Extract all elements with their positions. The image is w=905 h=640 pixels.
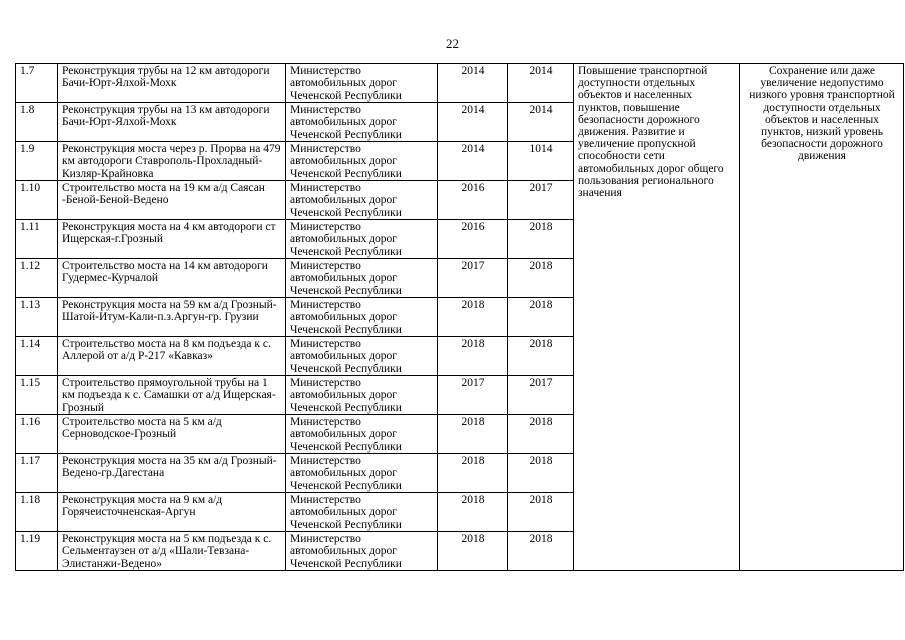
start-year: 2018 bbox=[438, 415, 508, 454]
row-number: 1.19 bbox=[16, 532, 58, 571]
end-year: 2018 bbox=[508, 220, 574, 259]
risk-consequence-cell: Сохранение или даже увеличение недопустимо низкого уровня транспортной доступности отдельных объектов и населенных пунктов, низкий уровень безопасности дорожного движения bbox=[740, 64, 904, 571]
row-number: 1.9 bbox=[16, 142, 58, 181]
measure-name: Реконструкция моста на 5 км подъезда к с. Сельментаузен от а/д «Шали-Тевзана-Элистанжи-Ведено» bbox=[58, 532, 286, 571]
start-year: 2016 bbox=[438, 220, 508, 259]
end-year: 2018 bbox=[508, 532, 574, 571]
start-year: 2016 bbox=[438, 181, 508, 220]
executor: Министерство автомобильных дорог Чеченской Республики bbox=[286, 493, 438, 532]
start-year: 2017 bbox=[438, 259, 508, 298]
executor: Министерство автомобильных дорог Чеченской Республики bbox=[286, 220, 438, 259]
measure-name: Строительство моста на 14 км автодороги Гудермес-Курчалой bbox=[58, 259, 286, 298]
end-year: 1014 bbox=[508, 142, 574, 181]
start-year: 2017 bbox=[438, 376, 508, 415]
executor: Министерство автомобильных дорог Чеченской Республики bbox=[286, 376, 438, 415]
measure-name: Реконструкция трубы на 12 км автодороги Бачи-Юрт-Ялхой-Мохк bbox=[58, 64, 286, 103]
end-year: 2014 bbox=[508, 103, 574, 142]
start-year: 2018 bbox=[438, 493, 508, 532]
start-year: 2018 bbox=[438, 337, 508, 376]
row-number: 1.18 bbox=[16, 493, 58, 532]
start-year: 2014 bbox=[438, 142, 508, 181]
row-number: 1.8 bbox=[16, 103, 58, 142]
row-number: 1.11 bbox=[16, 220, 58, 259]
page-number: 22 bbox=[446, 36, 459, 51]
executor: Министерство автомобильных дорог Чеченской Республики bbox=[286, 103, 438, 142]
executor: Министерство автомобильных дорог Чеченской Республики bbox=[286, 415, 438, 454]
end-year: 2018 bbox=[508, 454, 574, 493]
end-year: 2018 bbox=[508, 415, 574, 454]
measure-name: Строительство моста на 19 км а/д Саясан -Беной-Беной-Ведено bbox=[58, 181, 286, 220]
row-number: 1.7 bbox=[16, 64, 58, 103]
row-number: 1.15 bbox=[16, 376, 58, 415]
executor: Министерство автомобильных дорог Чеченской Республики bbox=[286, 142, 438, 181]
measure-name: Строительство моста на 5 км а/д Серноводское-Грозный bbox=[58, 415, 286, 454]
end-year: 2018 bbox=[508, 337, 574, 376]
start-year: 2014 bbox=[438, 64, 508, 103]
row-number: 1.14 bbox=[16, 337, 58, 376]
row-number: 1.13 bbox=[16, 298, 58, 337]
executor: Министерство автомобильных дорог Чеченской Республики bbox=[286, 64, 438, 103]
measure-name: Реконструкция моста на 4 км автодороги ст Ищерская-г.Грозный bbox=[58, 220, 286, 259]
end-year: 2014 bbox=[508, 64, 574, 103]
table-row bbox=[16, 64, 904, 103]
end-year: 2018 bbox=[508, 259, 574, 298]
measure-name: Строительство моста на 8 км подъезда к с. Аллерой от а/д Р-217 «Кавказ» bbox=[58, 337, 286, 376]
row-number: 1.12 bbox=[16, 259, 58, 298]
end-year: 2017 bbox=[508, 376, 574, 415]
measure-name: Реконструкция трубы на 13 км автодороги Бачи-Юрт-Ялхой-Мохк bbox=[58, 103, 286, 142]
measure-name: Реконструкция моста на 9 км а/д Горячеисточненская-Аргун bbox=[58, 493, 286, 532]
start-year: 2018 bbox=[438, 298, 508, 337]
start-year: 2018 bbox=[438, 532, 508, 571]
measure-name: Реконструкция моста через р. Прорва на 479 км автодороги Ставрополь-Прохладный-Кизляр-Крайновка bbox=[58, 142, 286, 181]
end-year: 2018 bbox=[508, 493, 574, 532]
end-year: 2018 bbox=[508, 298, 574, 337]
measures-table bbox=[15, 63, 904, 571]
row-number: 1.17 bbox=[16, 454, 58, 493]
measure-name: Строительство прямоугольной трубы на 1 км подъезда к с. Самашки от а/д Ищерская-Грозный bbox=[58, 376, 286, 415]
start-year: 2014 bbox=[438, 103, 508, 142]
end-year: 2017 bbox=[508, 181, 574, 220]
row-number: 1.16 bbox=[16, 415, 58, 454]
executor: Министерство автомобильных дорог Чеченской Республики bbox=[286, 337, 438, 376]
executor: Министерство автомобильных дорог Чеченской Республики bbox=[286, 181, 438, 220]
executor: Министерство автомобильных дорог Чеченской Республики bbox=[286, 454, 438, 493]
measure-name: Реконструкция моста на 59 км а/д Грозный-Шатой-Итум-Кали-п.з.Аргун-гр. Грузии bbox=[58, 298, 286, 337]
goal-cell: Повышение транспортной доступности отдельных объектов и населенных пунктов, повышение безопасности дорожного движения. Развитие и увеличение пропускной способности сети автомобильных дорог общего пользования регионального значения bbox=[574, 64, 740, 571]
start-year: 2018 bbox=[438, 454, 508, 493]
executor: Министерство автомобильных дорог Чеченской Республики bbox=[286, 259, 438, 298]
executor: Министерство автомобильных дорог Чеченской Республики bbox=[286, 532, 438, 571]
measure-name: Реконструкция моста на 35 км а/д Грозный-Ведено-гр.Дагестана bbox=[58, 454, 286, 493]
row-number: 1.10 bbox=[16, 181, 58, 220]
executor: Министерство автомобильных дорог Чеченской Республики bbox=[286, 298, 438, 337]
